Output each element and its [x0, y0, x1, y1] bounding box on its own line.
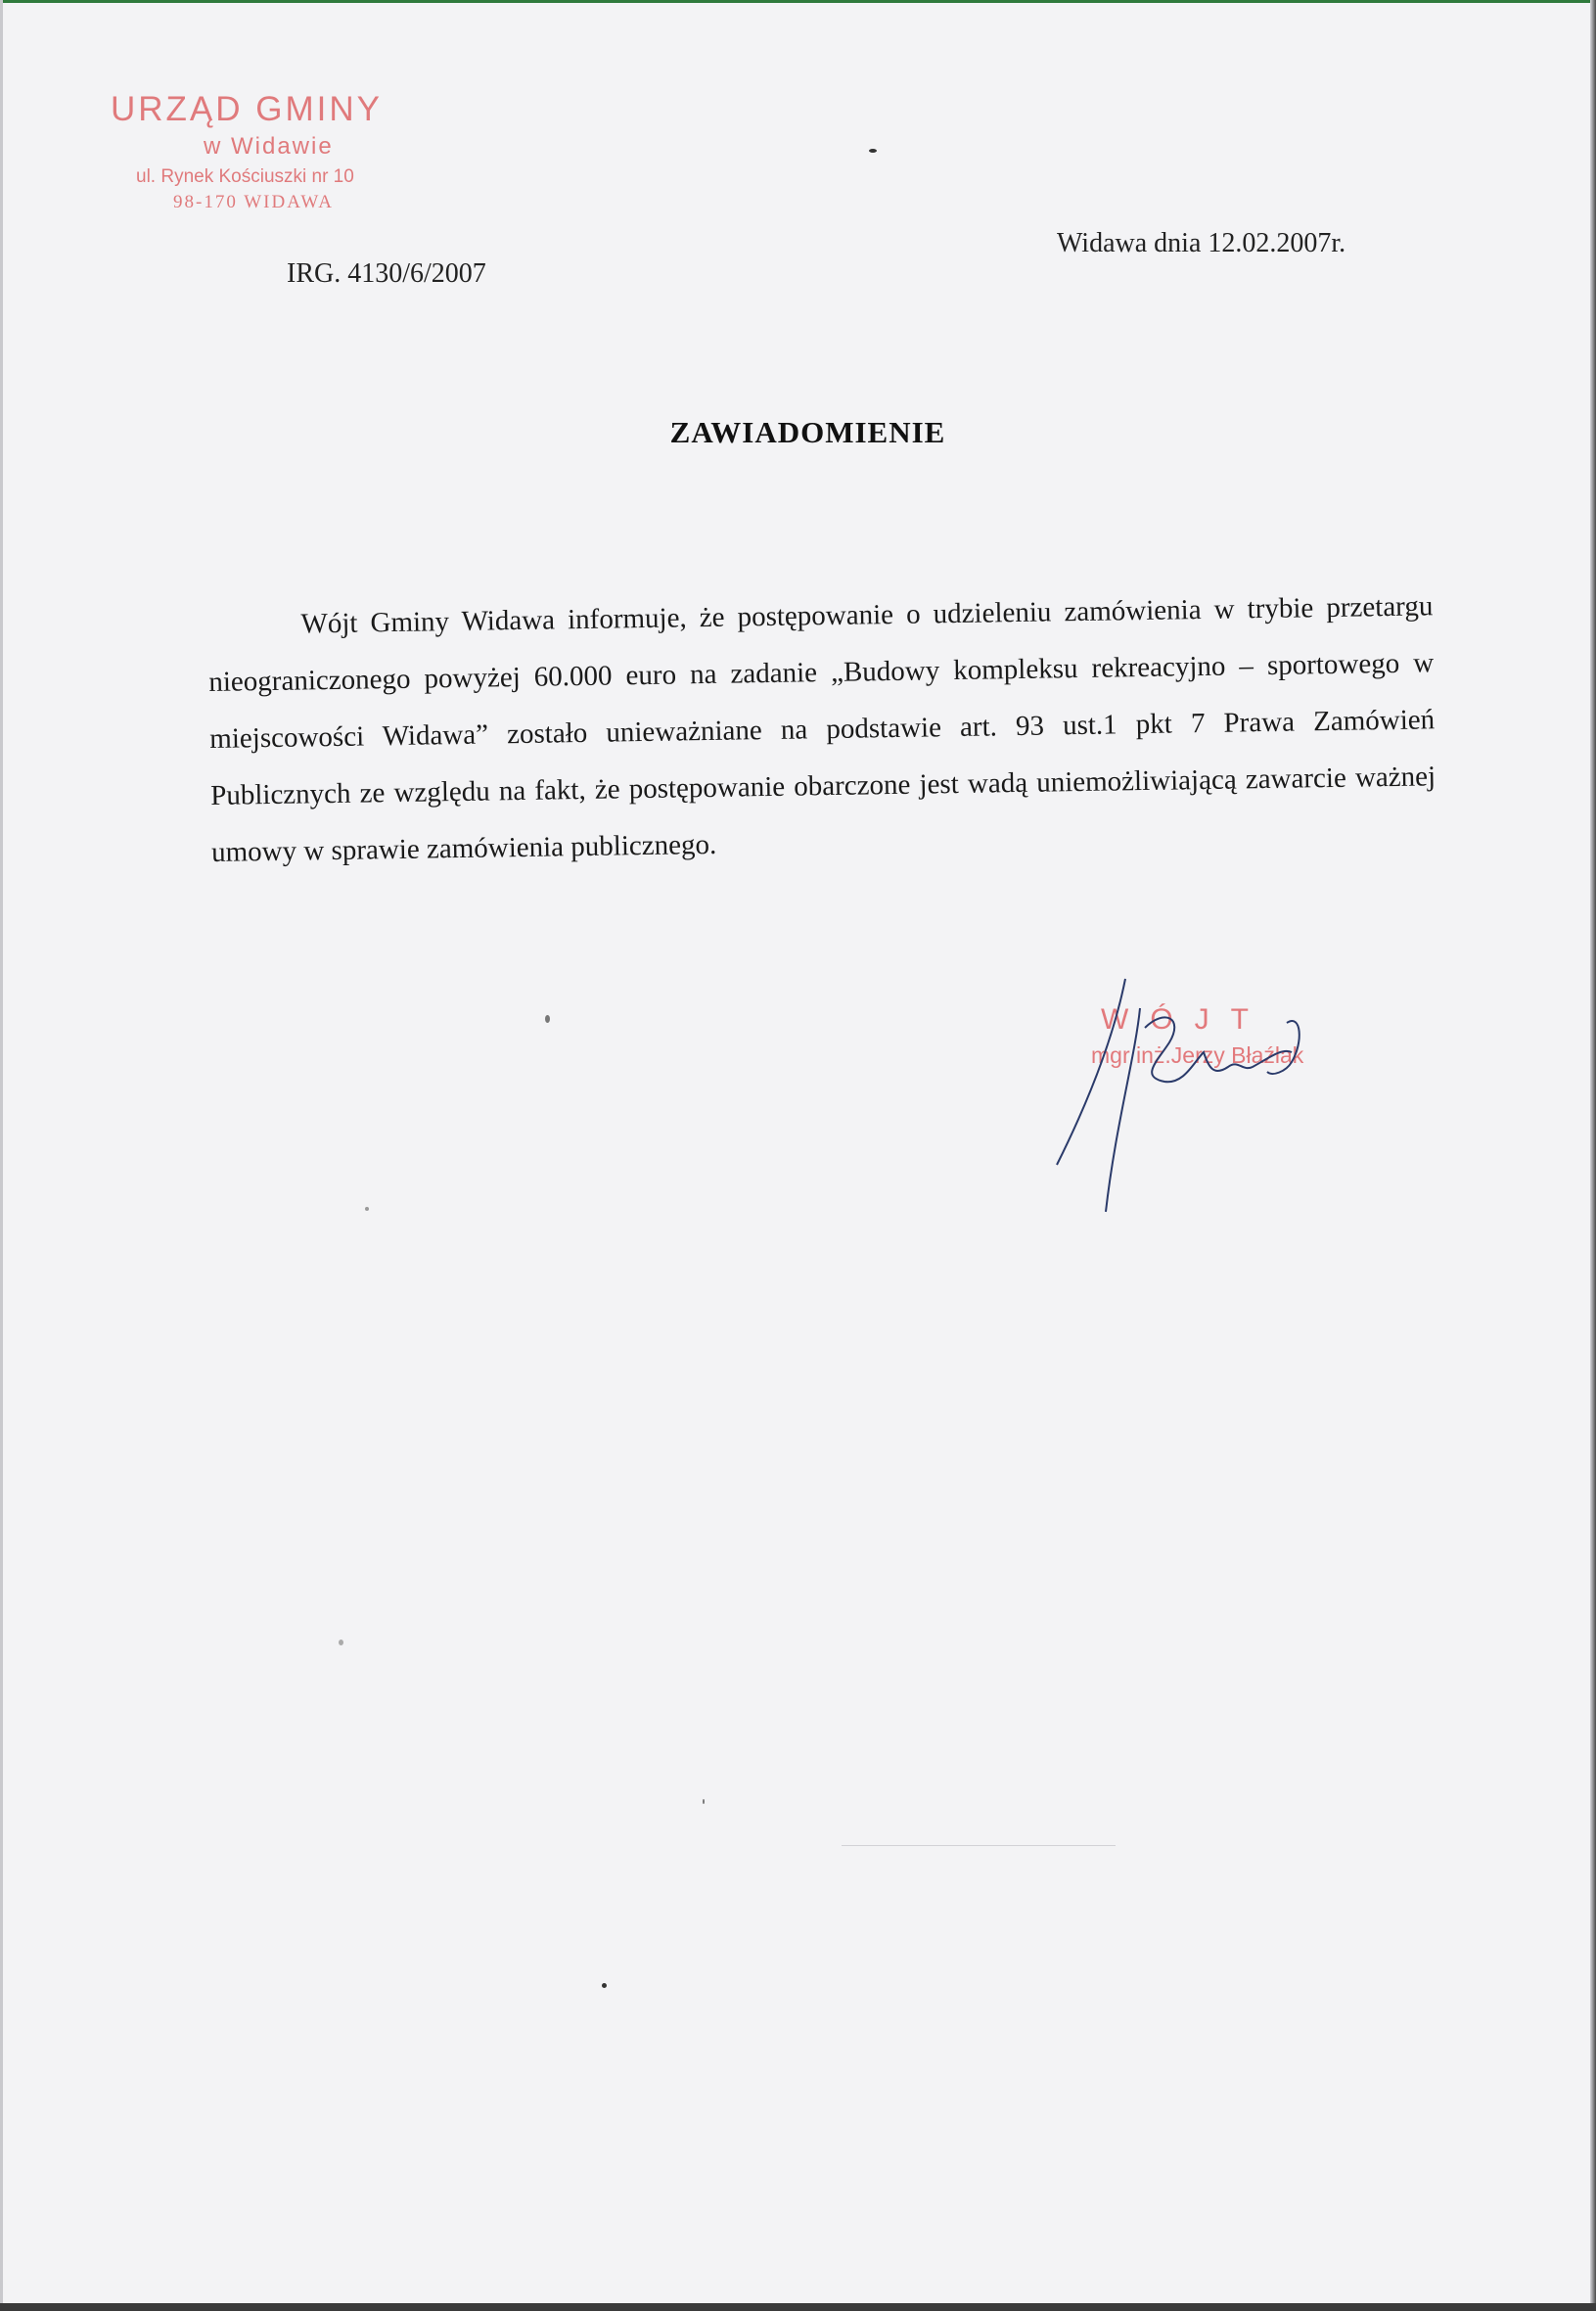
scan-edge-left	[0, 0, 3, 2311]
scan-edge-bottom	[0, 2303, 1596, 2311]
stamp-office-postal: 98-170 WIDAWA	[173, 192, 334, 212]
scan-edge-top	[0, 0, 1596, 3]
office-header-stamp	[103, 90, 475, 213]
stamp-office-name: URZĄD GMINY	[111, 90, 383, 128]
faint-scan-line	[842, 1845, 1116, 1846]
scan-edge-right	[1590, 0, 1596, 2311]
document-title: ZAWIADOMIENIE	[669, 415, 946, 449]
handwritten-signature	[1047, 969, 1331, 1224]
scan-speck	[365, 1207, 369, 1211]
signature-stamp-title: WÓJT	[1101, 1003, 1270, 1036]
signature-stamp-name: mgr inż.Jerzy Błaźlak	[1091, 1042, 1304, 1068]
notice-body: Wójt Gminy Widawa informuje, że postępowanie o udzieleniu zamówienia w trybie przetargu nieograniczonego powyżej 60.000 euro na zadanie „Budowy kompleksu rekreacyjno – sportowego w miejscowości Widawa” zostało unieważniane na podstawie art. 93 ust.1 pkt 7 Prawa Zamówień Publicznych ze względu na fakt, że postępowanie obarczone jest wadą uniemożliwiającą zawarcie ważnej umowy w sprawie zamówienia publicznego.	[208, 590, 1436, 868]
document-date: Widawa dnia 12.02.2007r.	[1057, 228, 1346, 258]
scan-speck	[339, 1640, 343, 1645]
stamp-office-street: ul. Rynek Kościuszki nr 10	[136, 166, 354, 187]
reference-number: IRG. 4130/6/2007	[287, 258, 486, 289]
scan-speck	[703, 1799, 705, 1804]
scan-speck	[602, 1983, 607, 1988]
scan-speck	[869, 149, 877, 153]
stamp-office-location: w Widawie	[204, 133, 334, 160]
scan-speck	[545, 1015, 550, 1023]
